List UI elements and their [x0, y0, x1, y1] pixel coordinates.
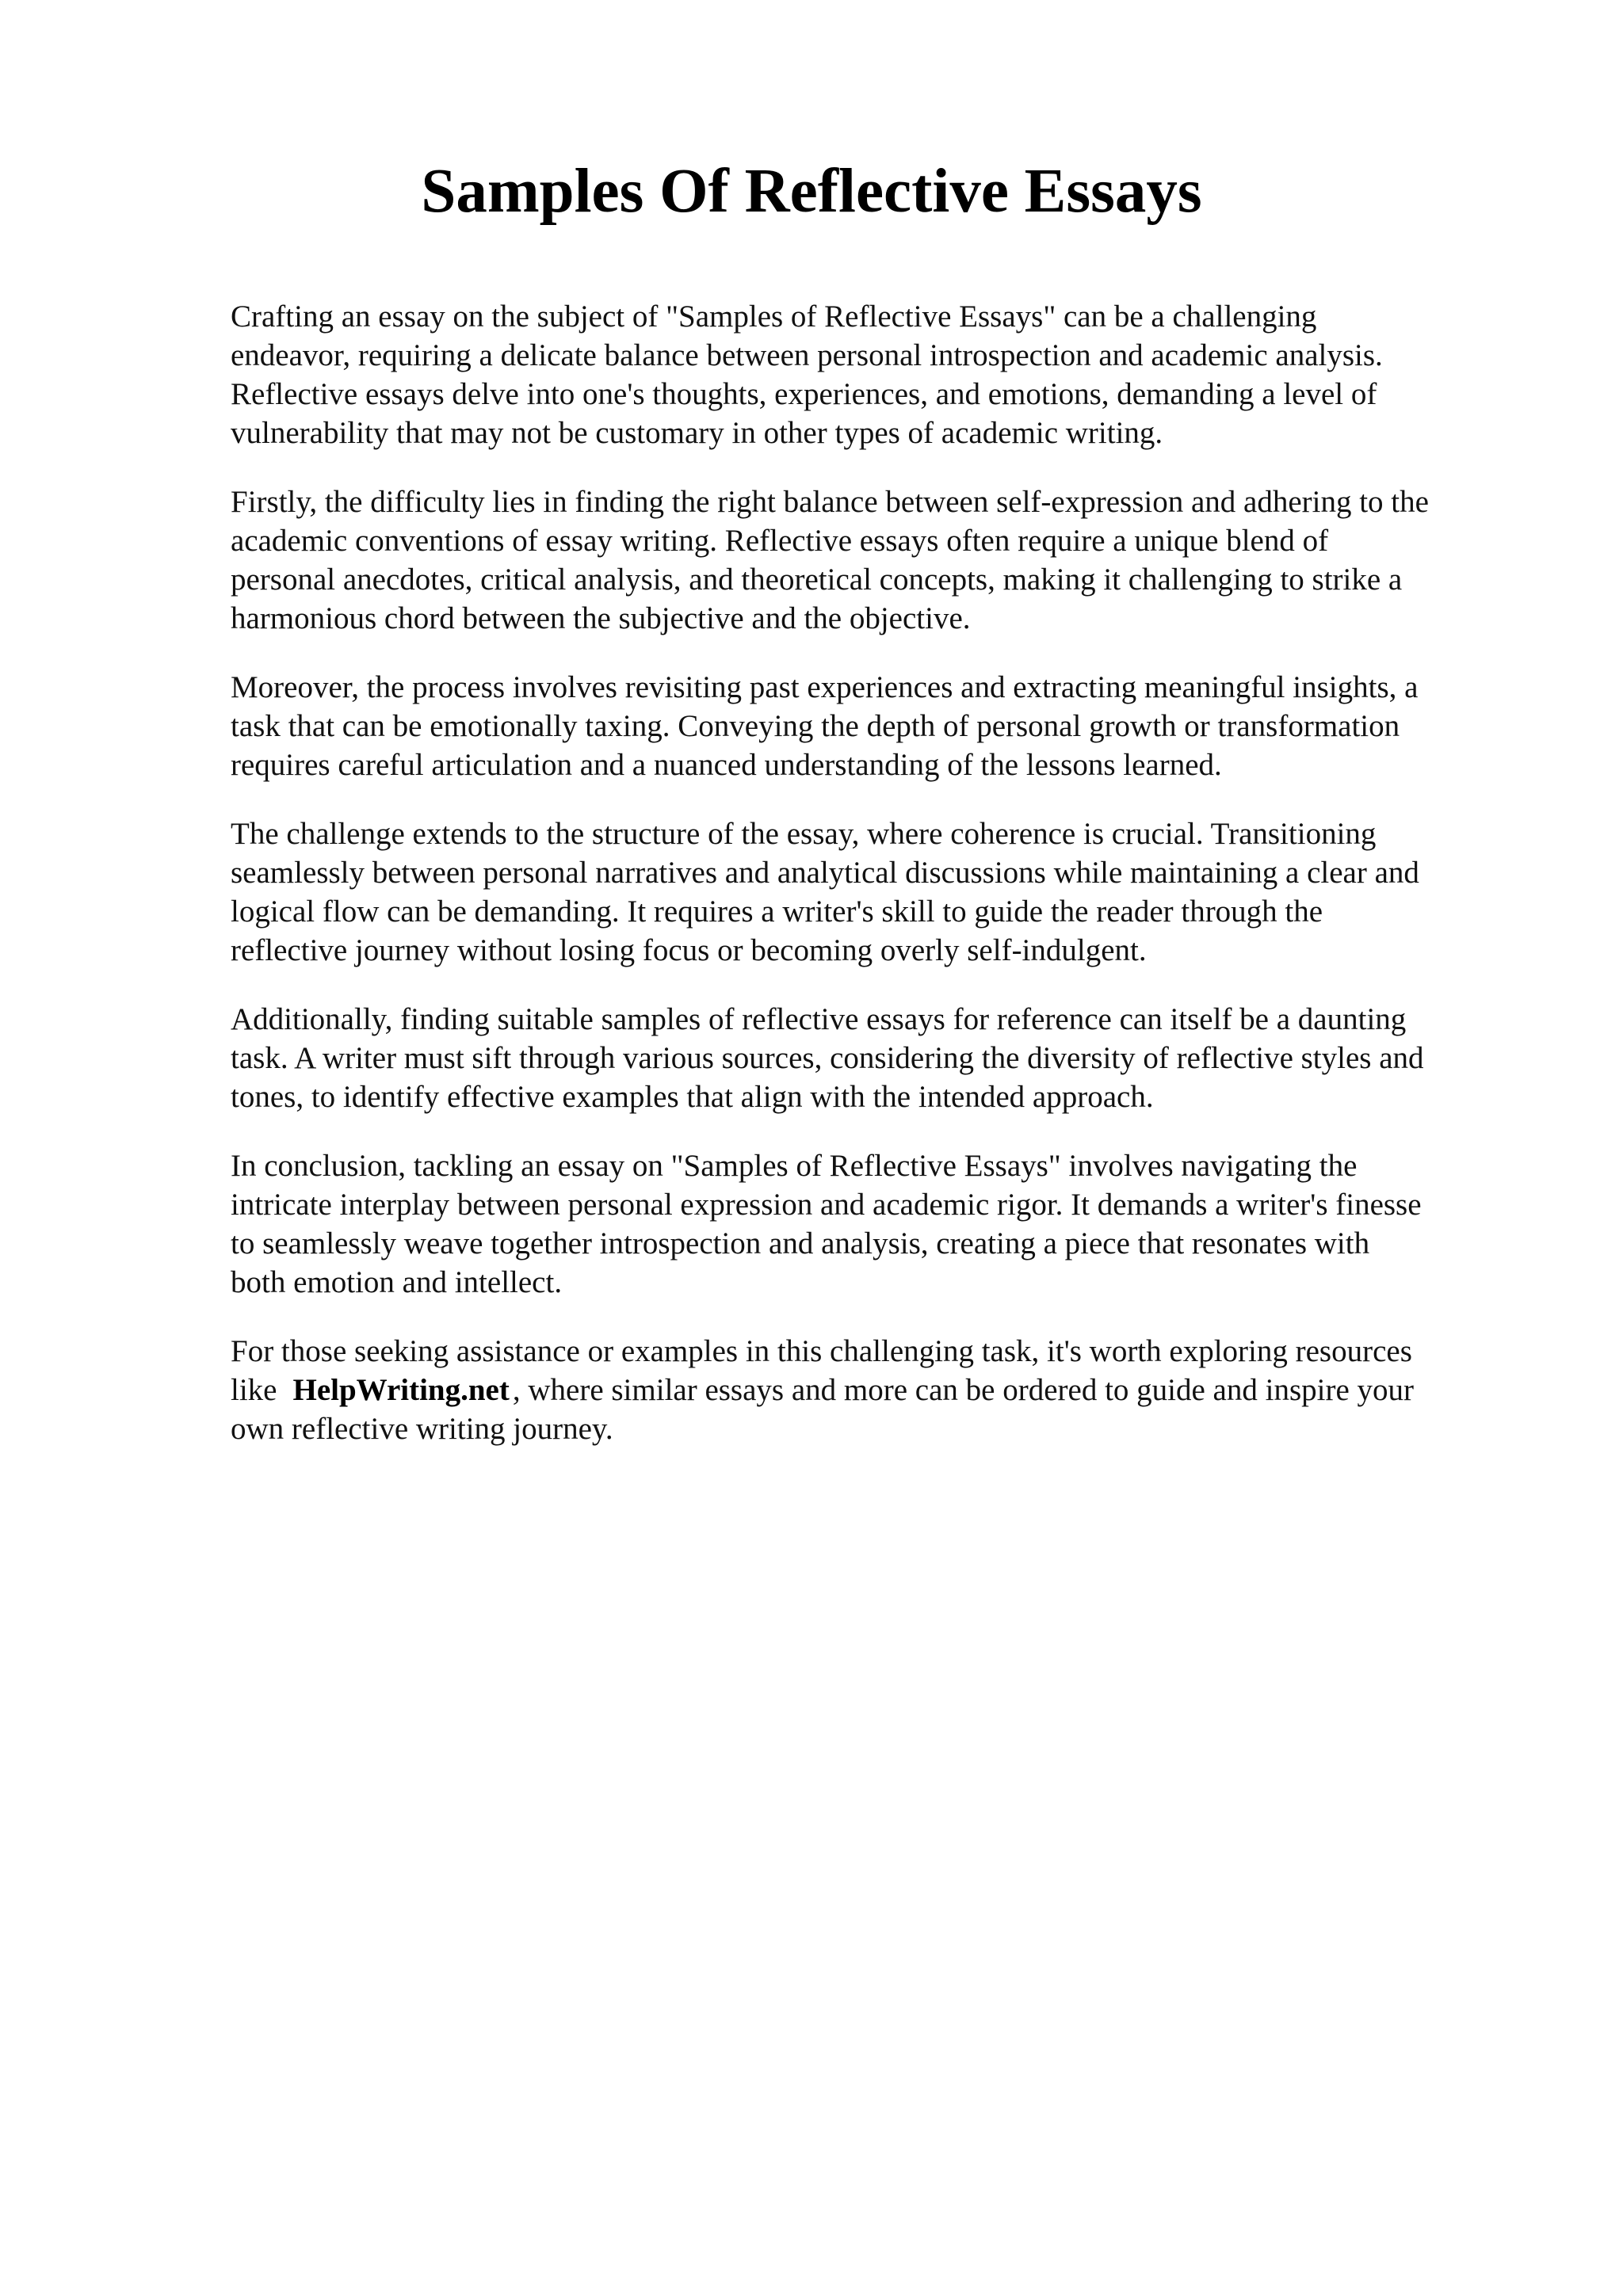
- text-line: Reflective essays delve into one's thoughts, experiences, and emotions, demanding a level of: [231, 377, 1377, 411]
- text-line: Additionally, finding suitable samples of reflective essays for reference can itself be a daunting: [231, 1002, 1407, 1036]
- text-line: task. A writer must sift through various sources, considering the diversity of reflective styles and: [231, 1041, 1424, 1075]
- text-line-with-link: [231, 1371, 1499, 1409]
- paragraph-conclusion: [231, 1146, 1499, 1302]
- text-line: In conclusion, tackling an essay on "Samples of Reflective Essays" involves navigating the: [231, 1149, 1358, 1183]
- text-line: For those seeking assistance or examples in this challenging task, it's worth exploring resources: [231, 1334, 1412, 1368]
- text-fragment: , where similar essays and more can be ordered to guide and inspire your: [512, 1373, 1414, 1407]
- paragraph-closing: [231, 1332, 1499, 1448]
- text-line: Firstly, the difficulty lies in finding the right balance between self-expression and adhering to the: [231, 485, 1429, 519]
- text-line: own reflective writing journey.: [231, 1412, 613, 1446]
- text-line: harmonious chord between the subjective and the objective.: [231, 601, 971, 635]
- text-line: requires careful articulation and a nuanced understanding of the lessons learned.: [231, 748, 1222, 782]
- text-line: both emotion and intellect.: [231, 1265, 563, 1299]
- text-line: academic conventions of essay writing. Reflective essays often require a unique blend of: [231, 524, 1329, 558]
- text-line: The challenge extends to the structure of the essay, where coherence is crucial. Transitioning: [231, 817, 1377, 851]
- text-line: task that can be emotionally taxing. Conveying the depth of personal growth or transformation: [231, 709, 1400, 743]
- paragraph-moreover: [231, 668, 1499, 784]
- paragraph-intro: [231, 297, 1499, 452]
- text-line: intricate interplay between personal expression and academic rigor. It demands a writer's finesse: [231, 1188, 1422, 1222]
- document-body: [231, 297, 1499, 1478]
- text-line: vulnerability that may not be customary in other types of academic writing.: [231, 416, 1163, 450]
- text-line: to seamlessly weave together introspection and analysis, creating a piece that resonates with: [231, 1226, 1370, 1261]
- paragraph-additionally: [231, 1000, 1499, 1116]
- text-line: endeavor, requiring a delicate balance between personal introspection and academic analysis.: [231, 338, 1383, 372]
- page-title: Samples Of Reflective Essays: [421, 157, 1202, 226]
- text-fragment: like: [231, 1373, 277, 1407]
- text-line: tones, to identify effective examples that align with the intended approach.: [231, 1080, 1154, 1114]
- text-line: logical flow can be demanding. It requires a writer's skill to guide the reader through the: [231, 894, 1323, 929]
- text-line: reflective journey without losing focus or becoming overly self-indulgent.: [231, 933, 1147, 967]
- helpwriting-link[interactable]: HelpWriting.net: [292, 1373, 510, 1407]
- text-line: seamlessly between personal narratives and analytical discussions while maintaining a clear and: [231, 856, 1419, 890]
- paragraph-challenge: [231, 814, 1499, 970]
- text-line: personal anecdotes, critical analysis, and theoretical concepts, making it challenging to strike a: [231, 563, 1403, 597]
- text-line: Crafting an essay on the subject of "Samples of Reflective Essays" can be a challenging: [231, 299, 1317, 334]
- paragraph-firstly: [231, 482, 1499, 638]
- text-line: Moreover, the process involves revisiting past experiences and extracting meaningful insights, a: [231, 670, 1419, 704]
